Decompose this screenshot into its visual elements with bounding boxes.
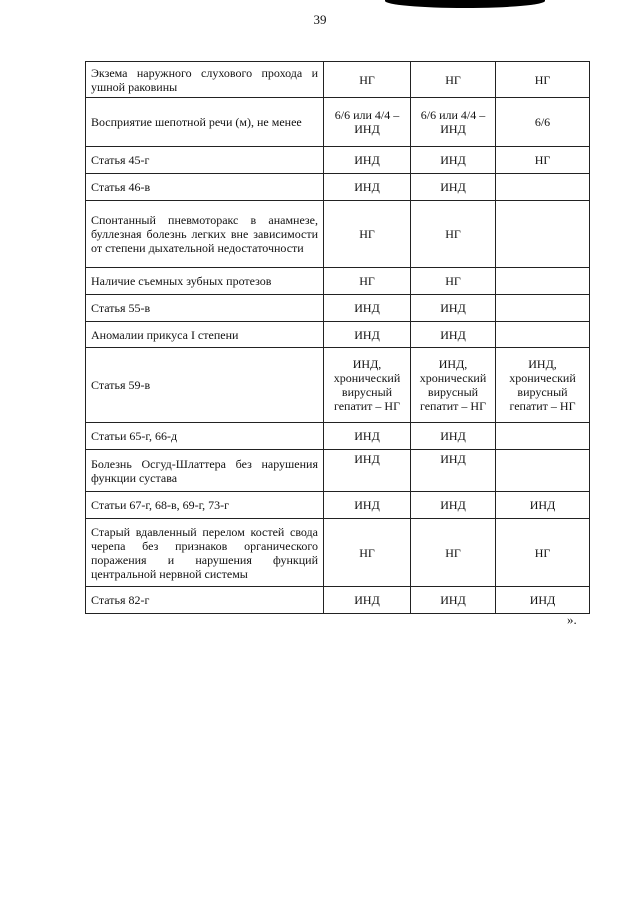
table-row	[86, 587, 590, 614]
value-cell-col1: ИНД	[324, 492, 411, 519]
table-row	[86, 423, 590, 450]
condition-cell: Статья 45-г	[86, 147, 324, 174]
value-cell-col3: ИНД	[496, 587, 590, 614]
condition-cell: Спонтанный пневмоторакс в анамнезе, буллезная болезнь легких вне зависимости от степени дыхательной недостаточности	[86, 201, 324, 268]
condition-cell: Статья 55-в	[86, 295, 324, 322]
value-cell-col2: ИНД, хронический вирусный гепатит – НГ	[411, 348, 496, 423]
value-cell-col2: НГ	[411, 201, 496, 268]
value-cell-col3: ИНД	[496, 492, 590, 519]
condition-cell: Наличие съемных зубных протезов	[86, 268, 324, 295]
value-cell-col3	[496, 201, 590, 268]
value-cell-col1: ИНД	[324, 450, 411, 492]
value-cell-col3	[496, 268, 590, 295]
value-cell-col3	[496, 174, 590, 201]
value-cell-col3: НГ	[496, 147, 590, 174]
value-cell-col1: ИНД	[324, 423, 411, 450]
condition-cell: Болезнь Осгуд-Шлаттера без нарушения функции сустава	[86, 450, 324, 492]
value-cell-col2: НГ	[411, 519, 496, 587]
value-cell-col1: ИНД	[324, 322, 411, 348]
value-cell-col3: ИНД, хронический вирусный гепатит – НГ	[496, 348, 590, 423]
value-cell-col1: ИНД	[324, 174, 411, 201]
value-cell-col2: ИНД	[411, 492, 496, 519]
value-cell-col2: НГ	[411, 268, 496, 295]
condition-cell: Статья 82-г	[86, 587, 324, 614]
page-number: 39	[313, 12, 327, 27]
table-row	[86, 519, 590, 587]
condition-cell: Статья 46-в	[86, 174, 324, 201]
value-cell-col2: ИНД	[411, 450, 496, 492]
value-cell-col1: ИНД, хронический вирусный гепатит – НГ	[324, 348, 411, 423]
value-cell-col1: ИНД	[324, 295, 411, 322]
value-cell-col2: ИНД	[411, 322, 496, 348]
value-cell-col1: НГ	[324, 268, 411, 295]
closing-quote-mark: ».	[567, 612, 577, 627]
table-row	[86, 174, 590, 201]
value-cell-col2: 6/6 или 4/4 – ИНД	[411, 98, 496, 147]
table-row	[86, 98, 590, 147]
value-cell-col1: НГ	[324, 519, 411, 587]
value-cell-col1: НГ	[324, 201, 411, 268]
condition-cell: Восприятие шепотной речи (м), не менее	[86, 98, 324, 147]
value-cell-col3: 6/6	[496, 98, 590, 147]
table-row	[86, 295, 590, 322]
table-row	[86, 147, 590, 174]
value-cell-col3	[496, 322, 590, 348]
table-row	[86, 450, 590, 492]
value-cell-col2: ИНД	[411, 295, 496, 322]
table-row	[86, 268, 590, 295]
value-cell-col2: ИНД	[411, 423, 496, 450]
value-cell-col1: НГ	[324, 62, 411, 98]
value-cell-col3: НГ	[496, 519, 590, 587]
value-cell-col3	[496, 295, 590, 322]
table-row	[86, 322, 590, 348]
table-row	[86, 201, 590, 268]
requirements-table	[85, 61, 590, 614]
value-cell-col2: НГ	[411, 62, 496, 98]
table-row	[86, 62, 590, 98]
condition-cell: Статьи 67-г, 68-в, 69-г, 73-г	[86, 492, 324, 519]
condition-cell: Аномалии прикуса I степени	[86, 322, 324, 348]
table-row	[86, 492, 590, 519]
condition-cell: Экзема наружного слухового прохода и ушной раковины	[86, 62, 324, 98]
condition-cell: Статьи 65-г, 66-д	[86, 423, 324, 450]
value-cell-col1: ИНД	[324, 587, 411, 614]
value-cell-col3	[496, 450, 590, 492]
value-cell-col3: НГ	[496, 62, 590, 98]
value-cell-col2: ИНД	[411, 174, 496, 201]
value-cell-col2: ИНД	[411, 587, 496, 614]
scan-artifact	[385, 0, 545, 8]
condition-cell: Статья 59-в	[86, 348, 324, 423]
value-cell-col2: ИНД	[411, 147, 496, 174]
table-row	[86, 348, 590, 423]
value-cell-col3	[496, 423, 590, 450]
value-cell-col1: ИНД	[324, 147, 411, 174]
condition-cell: Старый вдавленный перелом костей свода черепа без признаков органического поражения и нарушения функций центральной нервной системы	[86, 519, 324, 587]
value-cell-col1: 6/6 или 4/4 – ИНД	[324, 98, 411, 147]
